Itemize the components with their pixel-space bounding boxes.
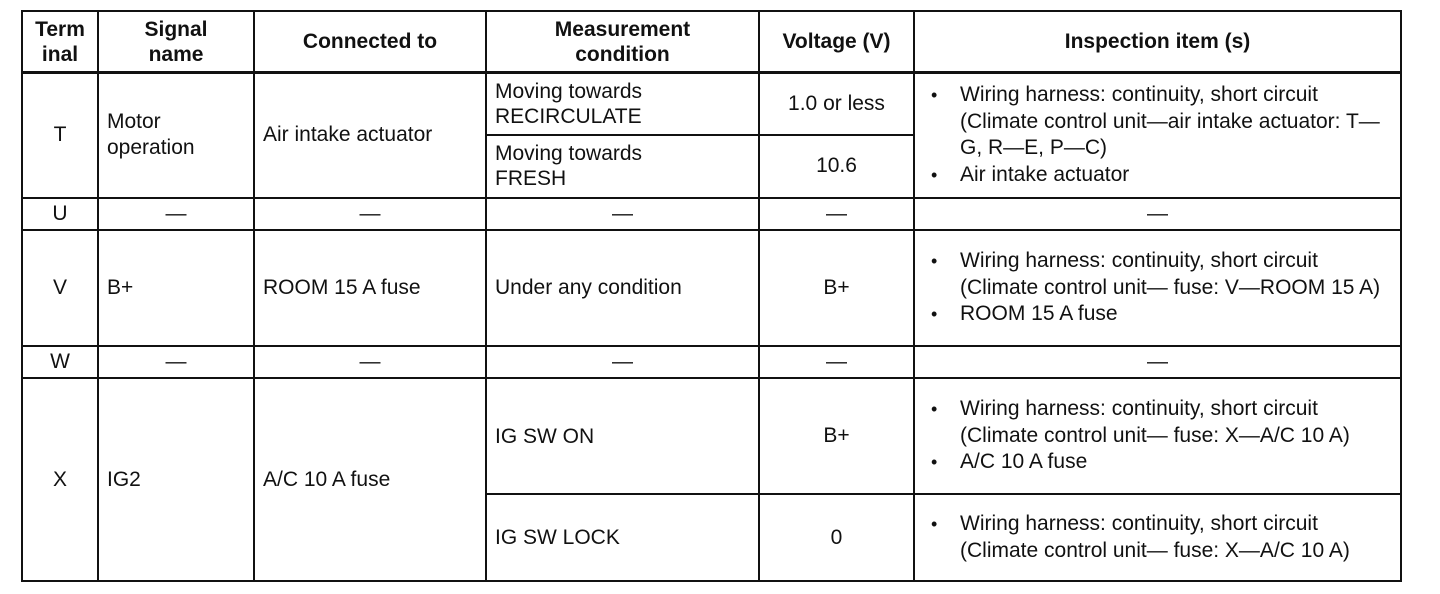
condition-cell: Moving towards RECIRCULATE (486, 73, 759, 136)
terminal-cell: X (22, 378, 98, 581)
inspection-cell: — (914, 346, 1401, 378)
header-measurement-condition: Measurement condition (486, 11, 759, 73)
inspection-list (925, 511, 1392, 564)
signal-name-cell: IG2 (98, 378, 254, 581)
connected-to-cell: — (254, 198, 486, 230)
inspection-cell (914, 73, 1401, 198)
voltage-cell: B+ (759, 378, 914, 494)
terminal-inspection-table (21, 10, 1402, 582)
inspection-cell (914, 378, 1401, 494)
inspection-cell (914, 230, 1401, 346)
signal-name-cell: — (98, 346, 254, 378)
inspection-list (925, 396, 1392, 476)
inspection-item: • Air intake actuator (925, 162, 1392, 189)
table-row (22, 378, 1401, 494)
voltage-cell: — (759, 346, 914, 378)
condition-cell: Moving towards FRESH (486, 135, 759, 198)
connected-to-cell: ROOM 15 A fuse (254, 230, 486, 346)
table-row (22, 230, 1401, 346)
condition-cell: Under any condition (486, 230, 759, 346)
inspection-item: • Wiring harness: continuity, short circuit (Climate control unit— fuse: V—ROOM 15 A) (925, 248, 1392, 301)
header-connected-to: Connected to (254, 11, 486, 73)
inspection-item: • Wiring harness: continuity, short circuit (Climate control unit—air intake actuator: T—G, R—E, P—C) (925, 82, 1392, 162)
voltage-cell: 1.0 or less (759, 73, 914, 136)
connected-to-cell: — (254, 346, 486, 378)
inspection-item: • Wiring harness: continuity, short circuit (Climate control unit— fuse: X—A/C 10 A) (925, 511, 1392, 564)
header-inspection-items: Inspection item (s) (914, 11, 1401, 73)
condition-cell: IG SW LOCK (486, 494, 759, 581)
voltage-cell: — (759, 198, 914, 230)
table-row (22, 198, 1401, 230)
signal-name-cell: B+ (98, 230, 254, 346)
condition-cell: — (486, 346, 759, 378)
terminal-cell: T (22, 73, 98, 198)
header-voltage: Voltage (V) (759, 11, 914, 73)
terminal-cell: V (22, 230, 98, 346)
table-row (22, 346, 1401, 378)
signal-name-cell: — (98, 198, 254, 230)
terminal-cell: W (22, 346, 98, 378)
inspection-item: • Wiring harness: continuity, short circuit (Climate control unit— fuse: X—A/C 10 A) (925, 396, 1392, 449)
inspection-cell: — (914, 198, 1401, 230)
table-row (22, 73, 1401, 136)
connected-to-cell: Air intake actuator (254, 73, 486, 198)
inspection-item: • ROOM 15 A fuse (925, 301, 1392, 328)
terminal-cell: U (22, 198, 98, 230)
connected-to-cell: A/C 10 A fuse (254, 378, 486, 581)
condition-cell: IG SW ON (486, 378, 759, 494)
condition-cell: — (486, 198, 759, 230)
header-terminal: Term inal (22, 11, 98, 73)
voltage-cell: 10.6 (759, 135, 914, 198)
voltage-cell: B+ (759, 230, 914, 346)
voltage-cell: 0 (759, 494, 914, 581)
header-signal-name: Signal name (98, 11, 254, 73)
inspection-item: • A/C 10 A fuse (925, 449, 1392, 476)
inspection-cell (914, 494, 1401, 581)
inspection-list (925, 248, 1392, 328)
inspection-list (925, 82, 1392, 188)
signal-name-cell: Motor operation (98, 73, 254, 198)
header-row (22, 11, 1401, 73)
